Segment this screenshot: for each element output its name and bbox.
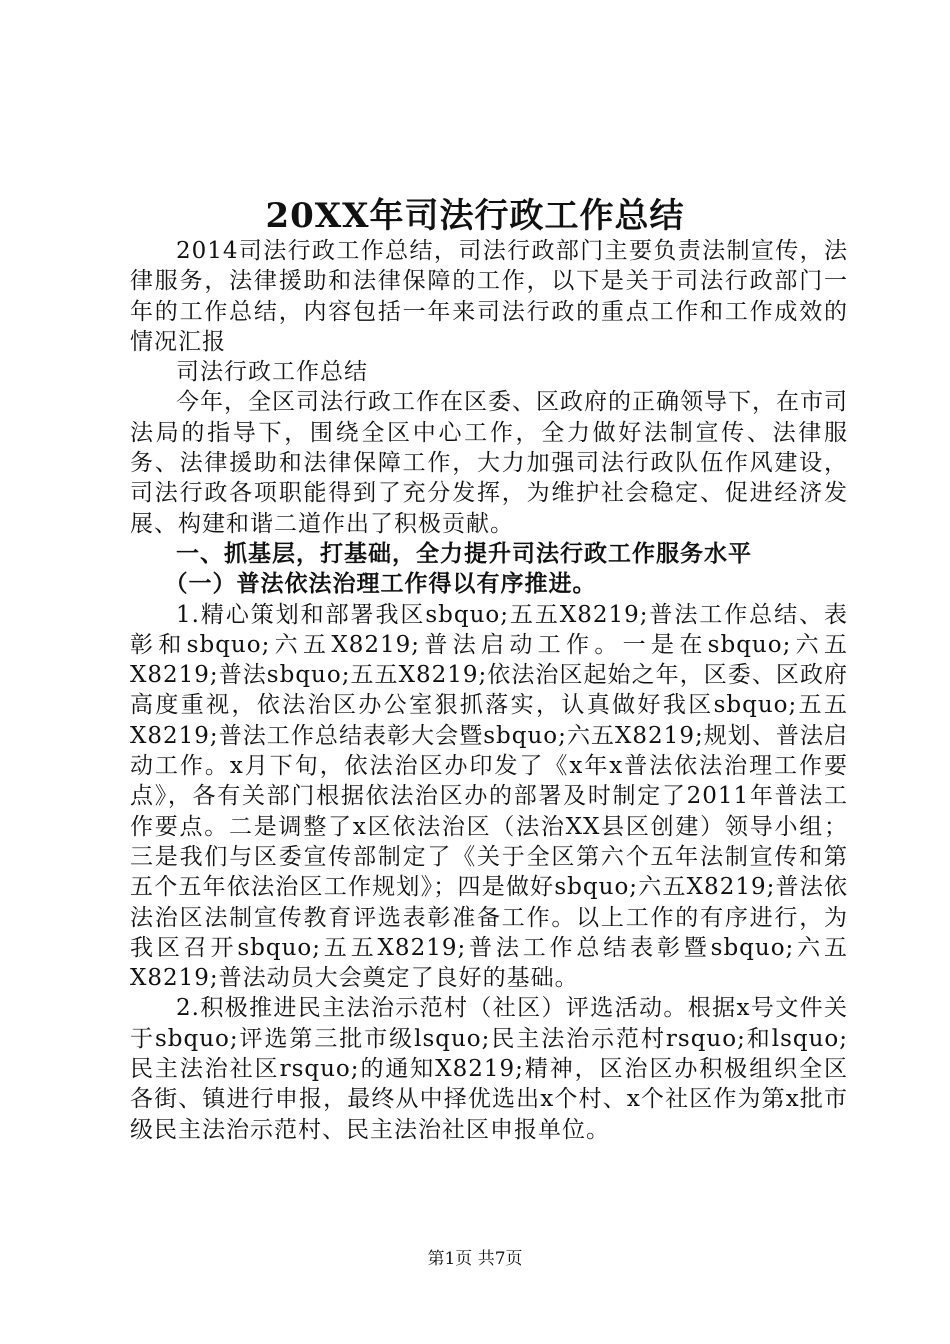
overview-paragraph: 今年，全区司法行政工作在区委、区政府的正确领导下，在市司法局的指导下，围绕全区中心工作，全力做好法制宣传、法律服务、法律援助和法律保障工作，大力加强司法行政队伍作风建设，司法行政各项职能得到了充分发挥，为维护社会稳定、促进经济发展、构建和谐二道作出了积极贡献。 [130,389,848,537]
section-heading-1: 一、抓基层，打基础，全力提升司法行政工作服务水平 [176,539,752,567]
document-body [130,236,848,1145]
section-label: 司法行政工作总结 [176,359,368,386]
subsection-heading-1: （一）普法依法治理工作得以有序推进。 [164,570,597,598]
item-paragraph-2: 2.积极推进民主法治示范村（社区）评选活动。根据x号文件关于sbquo;评选第三批市级lsquo;民主法治示范村rsquo;和lsquo;民主法治社区rsquo;的通知X8219;精神，区治区办积极组织全区各街、镇进行申报，最终从中择优选出x个村、x个社区作为第x批市级民主法治示范村、民主法治社区申报单位。 [130,995,848,1143]
item-paragraph-1: 1.精心策划和部署我区sbquo;五五X8219;普法工作总结、表彰和sbquo;六五X8219;普法启动工作。一是在sbquo;六五X8219;普法sbquo;五五X8219;依法治区起始之年，区委、区政府高度重视，依法治区办公室狠抓落实，认真做好我区sbquo;五五X8219;普法工作总结表彰大会暨sbquo;六五X8219;规划、普法启动工作。x月下旬，依法治区办印发了《x年x普法依法治理工作要点》，各有关部门根据依法治区办的部署及时制定了2011年普法工作要点。二是调整了x区依法治区（法治XX县区创建）领导小组；三是我们与区委宣传部制定了《关于全区第六个五年法制宣传和第五个五年依法治区工作规划》；四是做好sbquo;六五X8219;普法依法治区法制宣传教育评选表彰准备工作。以上工作的有序进行，为我区召开sbquo;五五X8219;普法工作总结表彰暨sbquo;六五X8219;普法动员大会奠定了良好的基础。 [130,601,848,992]
intro-paragraph: 2014司法行政工作总结，司法行政部门主要负责法制宣传，法律服务，法律援助和法律保障的工作，以下是关于司法行政部门一年的工作总结，内容包括一年来司法行政的重点工作和工作成效的情况汇报 [130,238,848,355]
page-number: 第1页 共7页 [427,1249,523,1269]
document-title: 20XX年司法行政工作总结 [265,196,685,236]
